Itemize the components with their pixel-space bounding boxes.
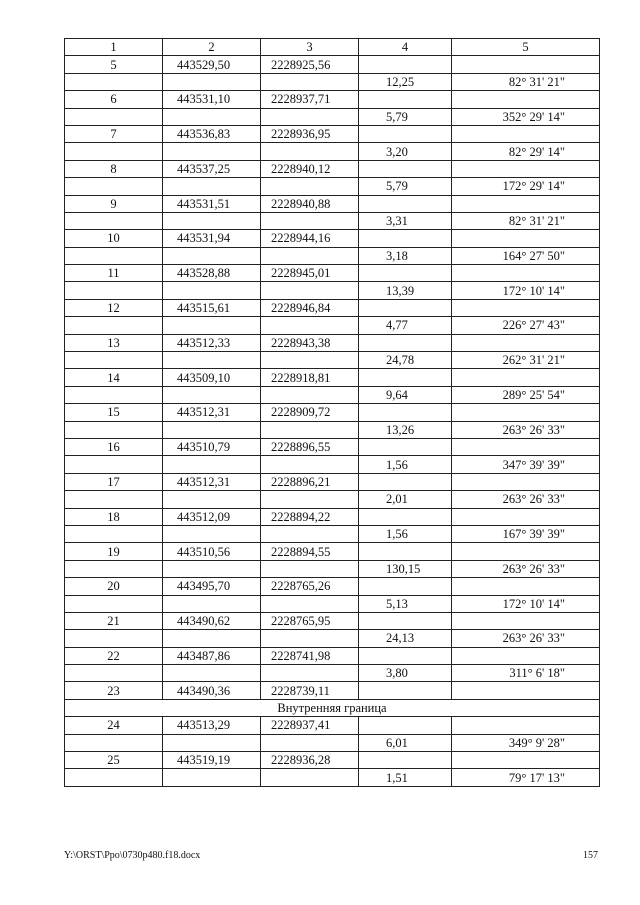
table-row [65,717,600,734]
table-row [65,752,600,769]
distance-cell: 24,78 [359,352,452,369]
point-number-cell: 22 [65,647,163,664]
bearing-cell: 167° 39' 39" [452,525,600,542]
x-coordinate-cell: 443490,62 [163,612,261,629]
table-row [65,699,600,716]
empty-cell [261,178,359,195]
empty-cell [163,560,261,577]
y-coordinate-cell: 2228741,98 [261,647,359,664]
bearing-cell: 352° 29' 14" [452,108,600,125]
table-row [65,334,600,351]
table-row [65,543,600,560]
bearing-cell: 172° 10' 14" [452,595,600,612]
y-coordinate-cell: 2228739,11 [261,682,359,699]
bearing-cell: 263° 26' 33" [452,491,600,508]
x-coordinate-cell: 443531,10 [163,91,261,108]
x-coordinate-cell: 443528,88 [163,265,261,282]
distance-cell: 5,79 [359,178,452,195]
bearing-cell: 347° 39' 39" [452,456,600,473]
y-coordinate-cell: 2228940,12 [261,160,359,177]
point-number-cell: 11 [65,265,163,282]
empty-cell [65,352,163,369]
x-coordinate-cell: 443510,79 [163,438,261,455]
x-coordinate-cell: 443510,56 [163,543,261,560]
empty-cell [261,386,359,403]
y-coordinate-cell: 2228894,55 [261,543,359,560]
point-number-cell: 9 [65,195,163,212]
empty-cell [359,473,452,490]
empty-cell [163,595,261,612]
table-row [65,230,600,247]
bearing-cell: 349° 9' 28" [452,734,600,751]
table-row [65,56,600,73]
empty-cell [65,143,163,160]
empty-cell [359,543,452,560]
empty-cell [65,282,163,299]
table-header-row [65,39,600,56]
empty-cell [65,247,163,264]
y-coordinate-cell: 2228937,41 [261,717,359,734]
table-row [65,282,600,299]
point-number-cell: 10 [65,230,163,247]
empty-cell [452,160,600,177]
empty-cell [261,525,359,542]
section-title-cell: Внутренняя граница [65,699,600,716]
empty-cell [452,647,600,664]
header-col-5: 5 [452,39,600,56]
table-row [65,369,600,386]
empty-cell [261,734,359,751]
distance-cell: 4,77 [359,317,452,334]
table-row [65,508,600,525]
empty-cell [359,230,452,247]
distance-cell: 13,26 [359,421,452,438]
empty-cell [452,404,600,421]
table-body [65,56,600,786]
empty-cell [261,630,359,647]
distance-cell: 5,79 [359,108,452,125]
table-row [65,421,600,438]
empty-cell [359,265,452,282]
empty-cell [65,769,163,786]
point-number-cell: 17 [65,473,163,490]
point-number-cell: 18 [65,508,163,525]
x-coordinate-cell: 443515,61 [163,299,261,316]
empty-cell [65,491,163,508]
empty-cell [452,438,600,455]
distance-cell: 1,51 [359,769,452,786]
table-row [65,265,600,282]
empty-cell [261,769,359,786]
empty-cell [261,421,359,438]
empty-cell [65,595,163,612]
empty-cell [163,386,261,403]
x-coordinate-cell: 443512,09 [163,508,261,525]
empty-cell [163,665,261,682]
table-row [65,647,600,664]
empty-cell [359,195,452,212]
empty-cell [65,421,163,438]
x-coordinate-cell: 443512,31 [163,473,261,490]
empty-cell [452,717,600,734]
bearing-cell: 82° 31' 21" [452,212,600,229]
y-coordinate-cell: 2228918,81 [261,369,359,386]
empty-cell [261,665,359,682]
y-coordinate-cell: 2228940,88 [261,195,359,212]
empty-cell [163,178,261,195]
empty-cell [359,682,452,699]
point-number-cell: 19 [65,543,163,560]
table-row [65,143,600,160]
table-row [65,578,600,595]
empty-cell [65,212,163,229]
distance-cell: 6,01 [359,734,452,751]
distance-cell: 9,64 [359,386,452,403]
distance-cell: 3,31 [359,212,452,229]
point-number-cell: 25 [65,752,163,769]
empty-cell [452,125,600,142]
empty-cell [359,56,452,73]
empty-cell [359,299,452,316]
header-col-1: 1 [65,39,163,56]
empty-cell [452,56,600,73]
table-row [65,195,600,212]
table-row [65,160,600,177]
empty-cell [163,491,261,508]
y-coordinate-cell: 2228765,95 [261,612,359,629]
header-col-2: 2 [163,39,261,56]
bearing-cell: 226° 27' 43" [452,317,600,334]
empty-cell [65,734,163,751]
distance-cell: 5,13 [359,595,452,612]
distance-cell: 24,13 [359,630,452,647]
table-row [65,665,600,682]
empty-cell [452,265,600,282]
y-coordinate-cell: 2228896,21 [261,473,359,490]
empty-cell [163,282,261,299]
y-coordinate-cell: 2228936,28 [261,752,359,769]
empty-cell [452,682,600,699]
x-coordinate-cell: 443487,86 [163,647,261,664]
x-coordinate-cell: 443490,36 [163,682,261,699]
empty-cell [261,352,359,369]
empty-cell [359,717,452,734]
bearing-cell: 82° 29' 14" [452,143,600,160]
empty-cell [261,595,359,612]
empty-cell [65,456,163,473]
table-row [65,473,600,490]
point-number-cell: 21 [65,612,163,629]
table-row [65,386,600,403]
point-number-cell: 5 [65,56,163,73]
table-row [65,108,600,125]
distance-cell: 3,20 [359,143,452,160]
empty-cell [261,108,359,125]
empty-cell [163,73,261,90]
x-coordinate-cell: 443537,25 [163,160,261,177]
empty-cell [261,491,359,508]
y-coordinate-cell: 2228946,84 [261,299,359,316]
y-coordinate-cell: 2228943,38 [261,334,359,351]
y-coordinate-cell: 2228765,26 [261,578,359,595]
point-number-cell: 15 [65,404,163,421]
empty-cell [163,456,261,473]
empty-cell [452,334,600,351]
empty-cell [163,421,261,438]
empty-cell [359,508,452,525]
empty-cell [359,334,452,351]
empty-cell [163,247,261,264]
empty-cell [261,456,359,473]
point-number-cell: 23 [65,682,163,699]
bearing-cell: 172° 29' 14" [452,178,600,195]
empty-cell [163,769,261,786]
empty-cell [163,108,261,125]
header-col-4: 4 [359,39,452,56]
empty-cell [359,160,452,177]
empty-cell [359,612,452,629]
point-number-cell: 12 [65,299,163,316]
empty-cell [65,108,163,125]
empty-cell [65,178,163,195]
y-coordinate-cell: 2228896,55 [261,438,359,455]
distance-cell: 3,80 [359,665,452,682]
table-row [65,352,600,369]
coordinates-table [64,38,600,787]
point-number-cell: 7 [65,125,163,142]
x-coordinate-cell: 443495,70 [163,578,261,595]
empty-cell [163,525,261,542]
empty-cell [261,560,359,577]
empty-cell [452,612,600,629]
table-row [65,734,600,751]
empty-cell [163,352,261,369]
point-number-cell: 16 [65,438,163,455]
distance-cell: 2,01 [359,491,452,508]
x-coordinate-cell: 443531,94 [163,230,261,247]
empty-cell [359,91,452,108]
bearing-cell: 164° 27' 50" [452,247,600,264]
empty-cell [261,212,359,229]
x-coordinate-cell: 443513,29 [163,717,261,734]
y-coordinate-cell: 2228925,56 [261,56,359,73]
empty-cell [452,473,600,490]
x-coordinate-cell: 443531,51 [163,195,261,212]
table-row [65,769,600,786]
distance-cell: 130,15 [359,560,452,577]
empty-cell [359,404,452,421]
table-row [65,438,600,455]
distance-cell: 12,25 [359,73,452,90]
bearing-cell: 172° 10' 14" [452,282,600,299]
point-number-cell: 14 [65,369,163,386]
empty-cell [261,317,359,334]
empty-cell [359,647,452,664]
empty-cell [65,525,163,542]
table-row [65,595,600,612]
x-coordinate-cell: 443519,19 [163,752,261,769]
y-coordinate-cell: 2228894,22 [261,508,359,525]
empty-cell [65,317,163,334]
table-row [65,73,600,90]
table-row [65,560,600,577]
empty-cell [65,665,163,682]
empty-cell [163,143,261,160]
empty-cell [65,73,163,90]
x-coordinate-cell: 443529,50 [163,56,261,73]
table-row [65,612,600,629]
bearing-cell: 263° 26' 33" [452,421,600,438]
point-number-cell: 24 [65,717,163,734]
point-number-cell: 13 [65,334,163,351]
header-col-3: 3 [261,39,359,56]
point-number-cell: 20 [65,578,163,595]
empty-cell [65,386,163,403]
empty-cell [452,752,600,769]
bearing-cell: 262° 31' 21" [452,352,600,369]
empty-cell [261,143,359,160]
footer-file-path: Y:\ORST\Ppo\0730p480.f18.docx [64,850,201,861]
table-row [65,247,600,264]
empty-cell [452,91,600,108]
distance-cell: 1,56 [359,456,452,473]
x-coordinate-cell: 443509,10 [163,369,261,386]
x-coordinate-cell: 443536,83 [163,125,261,142]
empty-cell [452,508,600,525]
table-row [65,212,600,229]
empty-cell [261,282,359,299]
table-row [65,404,600,421]
empty-cell [359,125,452,142]
table-row [65,317,600,334]
distance-cell: 13,39 [359,282,452,299]
point-number-cell: 6 [65,91,163,108]
distance-cell: 1,56 [359,525,452,542]
empty-cell [65,560,163,577]
empty-cell [261,73,359,90]
bearing-cell: 263° 26' 33" [452,560,600,577]
table-row [65,91,600,108]
empty-cell [163,630,261,647]
empty-cell [163,317,261,334]
table-row [65,178,600,195]
y-coordinate-cell: 2228909,72 [261,404,359,421]
empty-cell [163,212,261,229]
empty-cell [359,752,452,769]
table-row [65,491,600,508]
empty-cell [452,369,600,386]
bearing-cell: 82° 31' 21" [452,73,600,90]
empty-cell [452,543,600,560]
x-coordinate-cell: 443512,33 [163,334,261,351]
y-coordinate-cell: 2228944,16 [261,230,359,247]
table-row [65,682,600,699]
table-row [65,525,600,542]
empty-cell [359,438,452,455]
table-row [65,299,600,316]
y-coordinate-cell: 2228936,95 [261,125,359,142]
y-coordinate-cell: 2228945,01 [261,265,359,282]
bearing-cell: 263° 26' 33" [452,630,600,647]
distance-cell: 3,18 [359,247,452,264]
empty-cell [452,230,600,247]
empty-cell [452,578,600,595]
empty-cell [163,734,261,751]
bearing-cell: 79° 17' 13" [452,769,600,786]
table-row [65,456,600,473]
footer-page-number: 157 [583,850,598,861]
empty-cell [452,195,600,212]
empty-cell [359,578,452,595]
empty-cell [452,299,600,316]
y-coordinate-cell: 2228937,71 [261,91,359,108]
empty-cell [261,247,359,264]
bearing-cell: 311° 6' 18" [452,665,600,682]
bearing-cell: 289° 25' 54" [452,386,600,403]
x-coordinate-cell: 443512,31 [163,404,261,421]
table-row [65,630,600,647]
empty-cell [359,369,452,386]
point-number-cell: 8 [65,160,163,177]
empty-cell [65,630,163,647]
table-row [65,125,600,142]
